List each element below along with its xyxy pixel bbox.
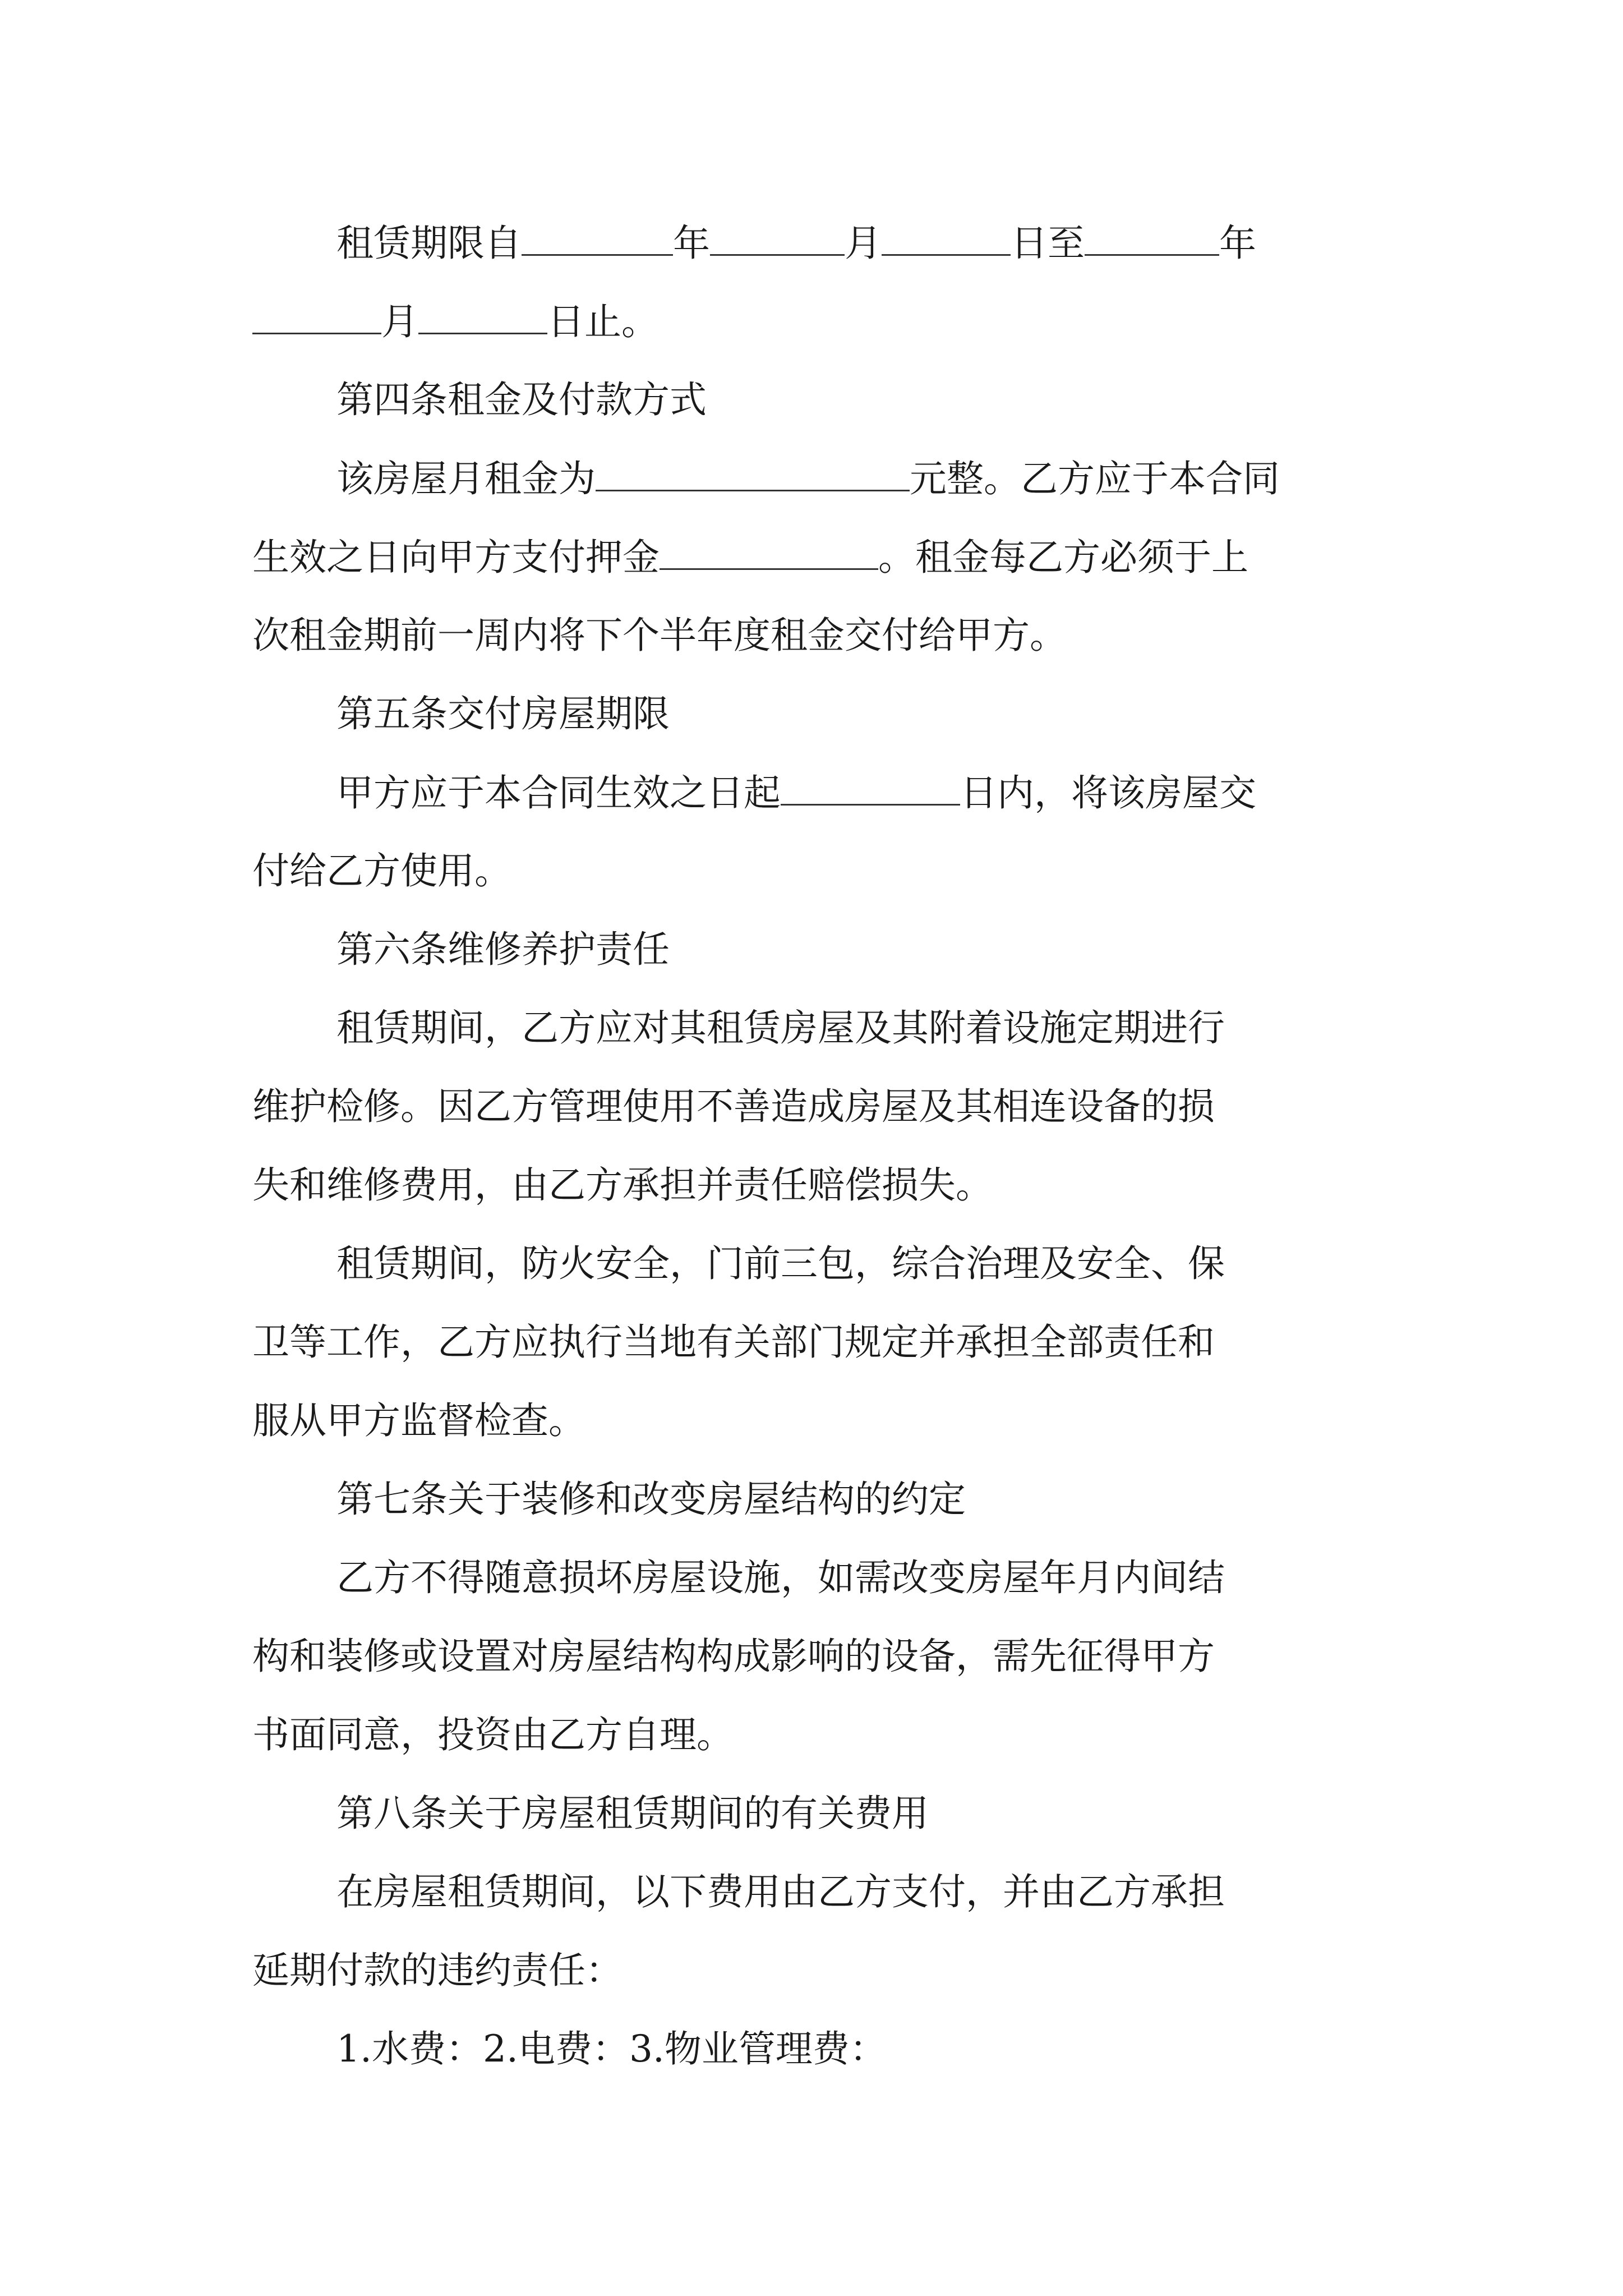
start-year-blank	[522, 220, 673, 256]
fees-line-1: 在房屋租赁期间，以下费用由乙方支付，并由乙方承担	[336, 1870, 1225, 1913]
delivery-line-1	[336, 770, 1256, 815]
lease-term-line-2	[252, 299, 658, 344]
year-label: 年	[1219, 222, 1256, 265]
maintenance-line-3: 失和维修费用，由乙方承担并责任赔偿损失。	[252, 1163, 993, 1207]
rent-label: 该房屋月租金为	[336, 457, 596, 500]
renovation-line-3: 书面同意，投资由乙方自理。	[252, 1713, 734, 1756]
rent-line-2	[252, 535, 1248, 579]
month-label: 月	[845, 222, 882, 265]
end-year-blank	[1085, 220, 1219, 256]
renovation-line-2: 构和装修或设置对房屋结构构成影响的设备，需先征得甲方	[252, 1635, 1215, 1678]
fees-line-2: 延期付款的违约责任：	[252, 1949, 623, 1992]
lease-term-label: 租赁期限自	[336, 222, 522, 265]
rent-text: 。租金每乙方必须于上	[878, 536, 1248, 579]
to-label: 日至	[1011, 222, 1085, 265]
deposit-label: 生效之日向甲方支付押金	[252, 536, 660, 579]
safety-line-2: 卫等工作，乙方应执行当地有关部门规定并承担全部责任和	[252, 1320, 1215, 1364]
rent-text: 元整。乙方应于本合同	[910, 457, 1280, 500]
start-day-blank	[882, 220, 1011, 256]
start-month-blank	[710, 220, 845, 256]
end-label: 日止。	[547, 300, 658, 343]
article-8-heading: 第八条关于房屋租赁期间的有关费用	[336, 1792, 929, 1835]
article-7-heading: 第七条关于装修和改变房屋结构的约定	[336, 1478, 966, 1521]
renovation-line-1: 乙方不得随意损坏房屋设施，如需改变房屋年月内间结	[336, 1556, 1225, 1599]
article-5-heading: 第五条交付房屋期限	[336, 692, 670, 735]
rent-line-1	[336, 456, 1280, 501]
month-label: 月	[381, 300, 418, 343]
safety-line-3: 服从甲方监督检查。	[252, 1399, 585, 1442]
end-month-blank	[252, 299, 381, 334]
safety-line-1: 租赁期间，防火安全，门前三包，综合治理及安全、保	[336, 1242, 1225, 1285]
deposit-blank	[660, 535, 878, 570]
fees-list: 1.水费：2.电费：3.物业管理费：	[336, 2027, 887, 2070]
year-label: 年	[673, 222, 710, 265]
delivery-days-blank	[781, 770, 960, 806]
end-day-blank	[418, 299, 547, 334]
lease-term-line-1	[336, 220, 1256, 265]
delivery-line-2: 付给乙方使用。	[252, 849, 511, 892]
monthly-rent-blank	[596, 456, 910, 491]
article-4-heading: 第四条租金及付款方式	[336, 378, 707, 421]
delivery-label: 甲方应于本合同生效之日起	[336, 771, 781, 815]
maintenance-line-1: 租赁期间，乙方应对其租赁房屋及其附着设施定期进行	[336, 1006, 1225, 1050]
rent-line-3: 次租金期前一周内将下个半年度租金交付给甲方。	[252, 614, 1067, 657]
delivery-text: 日内，将该房屋交	[960, 771, 1256, 815]
article-6-heading: 第六条维修养护责任	[336, 928, 670, 971]
maintenance-line-2: 维护检修。因乙方管理使用不善造成房屋及其相连设备的损	[252, 1085, 1215, 1128]
